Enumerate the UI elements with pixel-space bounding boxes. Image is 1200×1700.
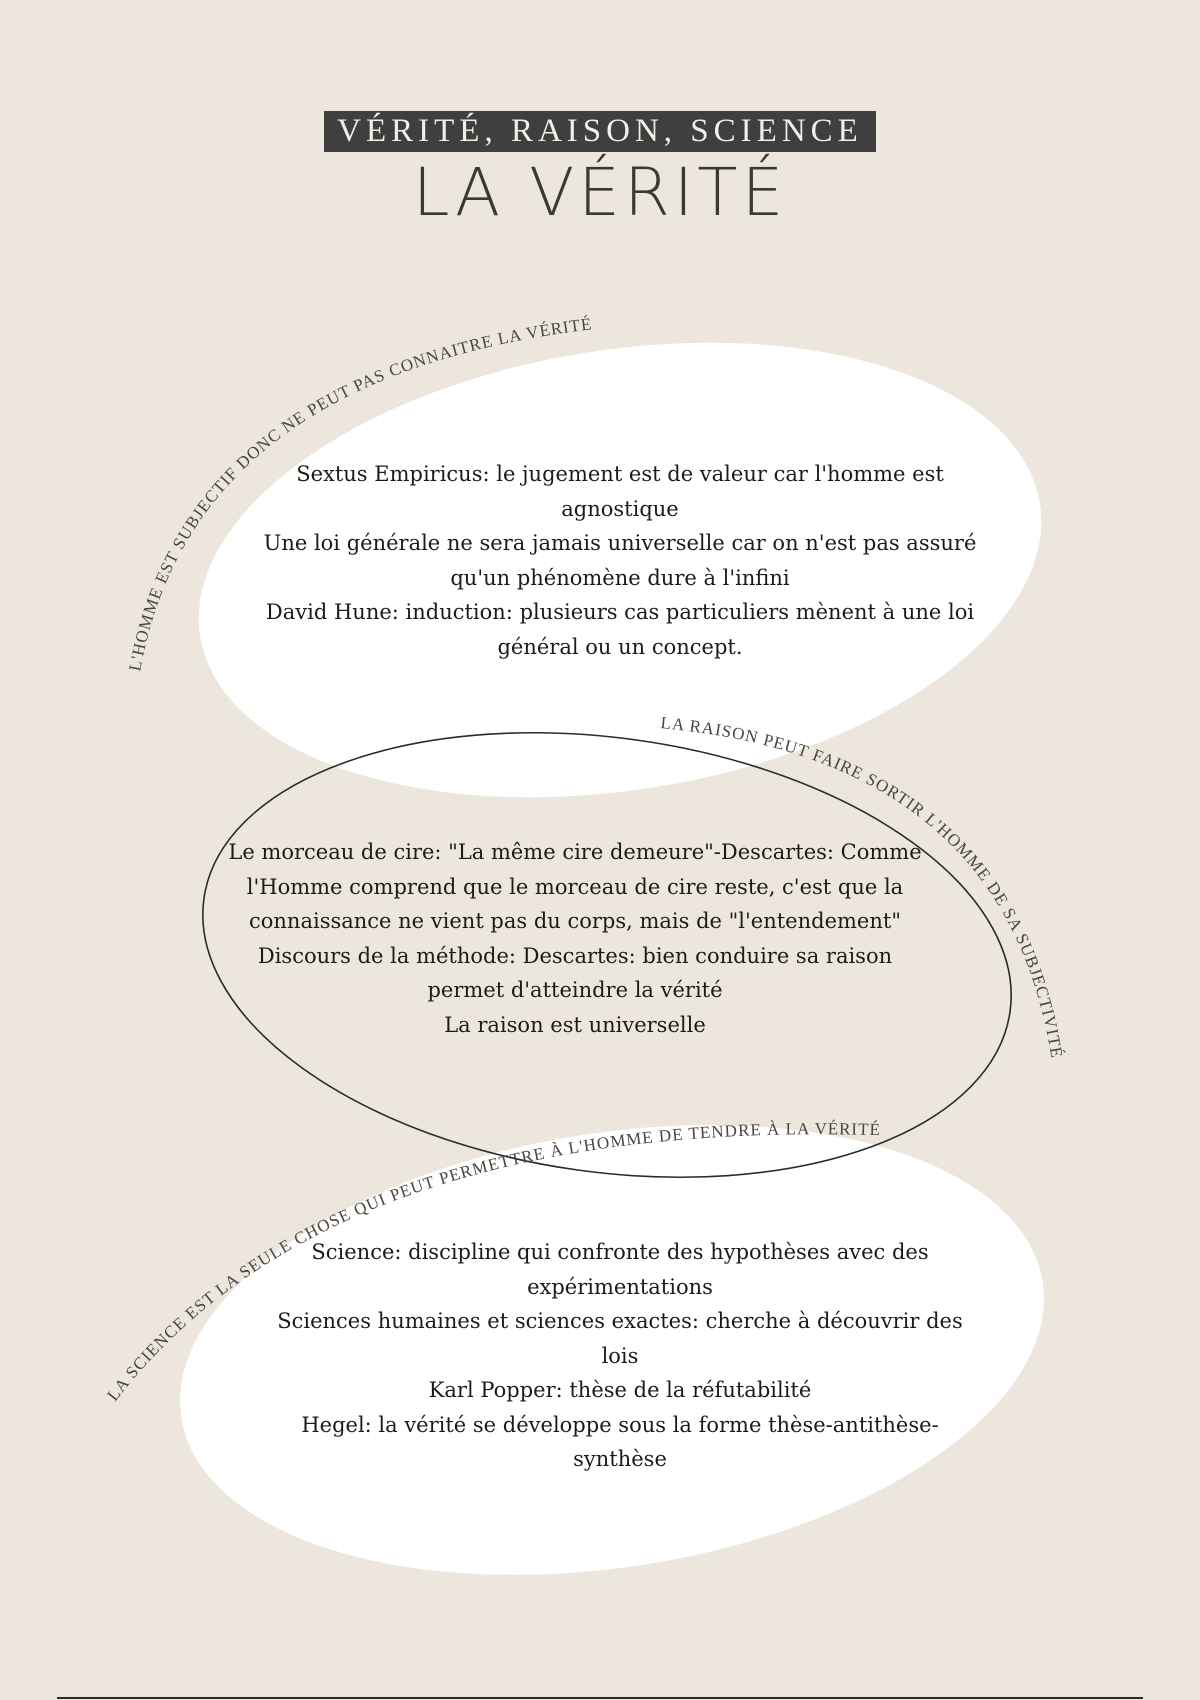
curved-label-subjectivity: L'HOMME EST SUBJECTIF DONC NE PEUT PAS CONNAITRE LA VÉRITÉ — [125, 314, 594, 673]
text-line: David Hune: induction: plusieurs cas particuliers mènent à une loi général ou un concept. — [265, 600, 975, 659]
curved-label-science: LA SCIENCE EST LA SEULE CHOSE QUI PEUT PERMETTRE À L'HOMME DE TENDRE À LA VÉRITÉ — [103, 1119, 882, 1405]
page-title: LA VÉRITÉ — [412, 154, 788, 231]
text-line: La raison est universelle — [444, 1012, 706, 1037]
truth-section — [255, 457, 985, 664]
theme-banner: VÉRITÉ, RAISON, SCIENCE — [324, 111, 876, 152]
bottom-divider — [57, 1697, 1143, 1699]
text-line: Hegel: la vérité se développe sous la forme thèse-antithèse-synthèse — [301, 1412, 939, 1471]
text-line: Sextus Empiricus: le jugement est de valeur car l'homme est agnostique — [296, 462, 944, 521]
text-line: Une loi générale ne sera jamais universelle car on n'est pas assuré qu'un phénomène dure à l'infini — [263, 531, 977, 590]
science-section — [270, 1235, 970, 1477]
text-line: Discours de la méthode: Descartes: bien conduire sa raison permet d'atteindre la vérité — [257, 943, 893, 1002]
text-line: Le morceau de cire: "La même cire demeure"-Descartes: Comme l'Homme comprend que le morceau de cire reste, c'est que la connaissance ne vient pas du corps, mais de "l'entendement" — [228, 840, 922, 933]
reason-section — [225, 835, 925, 1042]
text-line: Karl Popper: thèse de la réfutabilité — [428, 1378, 812, 1402]
text-line: Sciences humaines et sciences exactes: cherche à découvrir des lois — [277, 1309, 963, 1368]
text-line: Science: discipline qui confronte des hypothèses avec des expérimentations — [311, 1240, 929, 1299]
curved-label-reason: LA RAISON PEUT FAIRE SORTIR L'HOMME DE SA SUBJECTIVITÉ — [659, 713, 1067, 1060]
